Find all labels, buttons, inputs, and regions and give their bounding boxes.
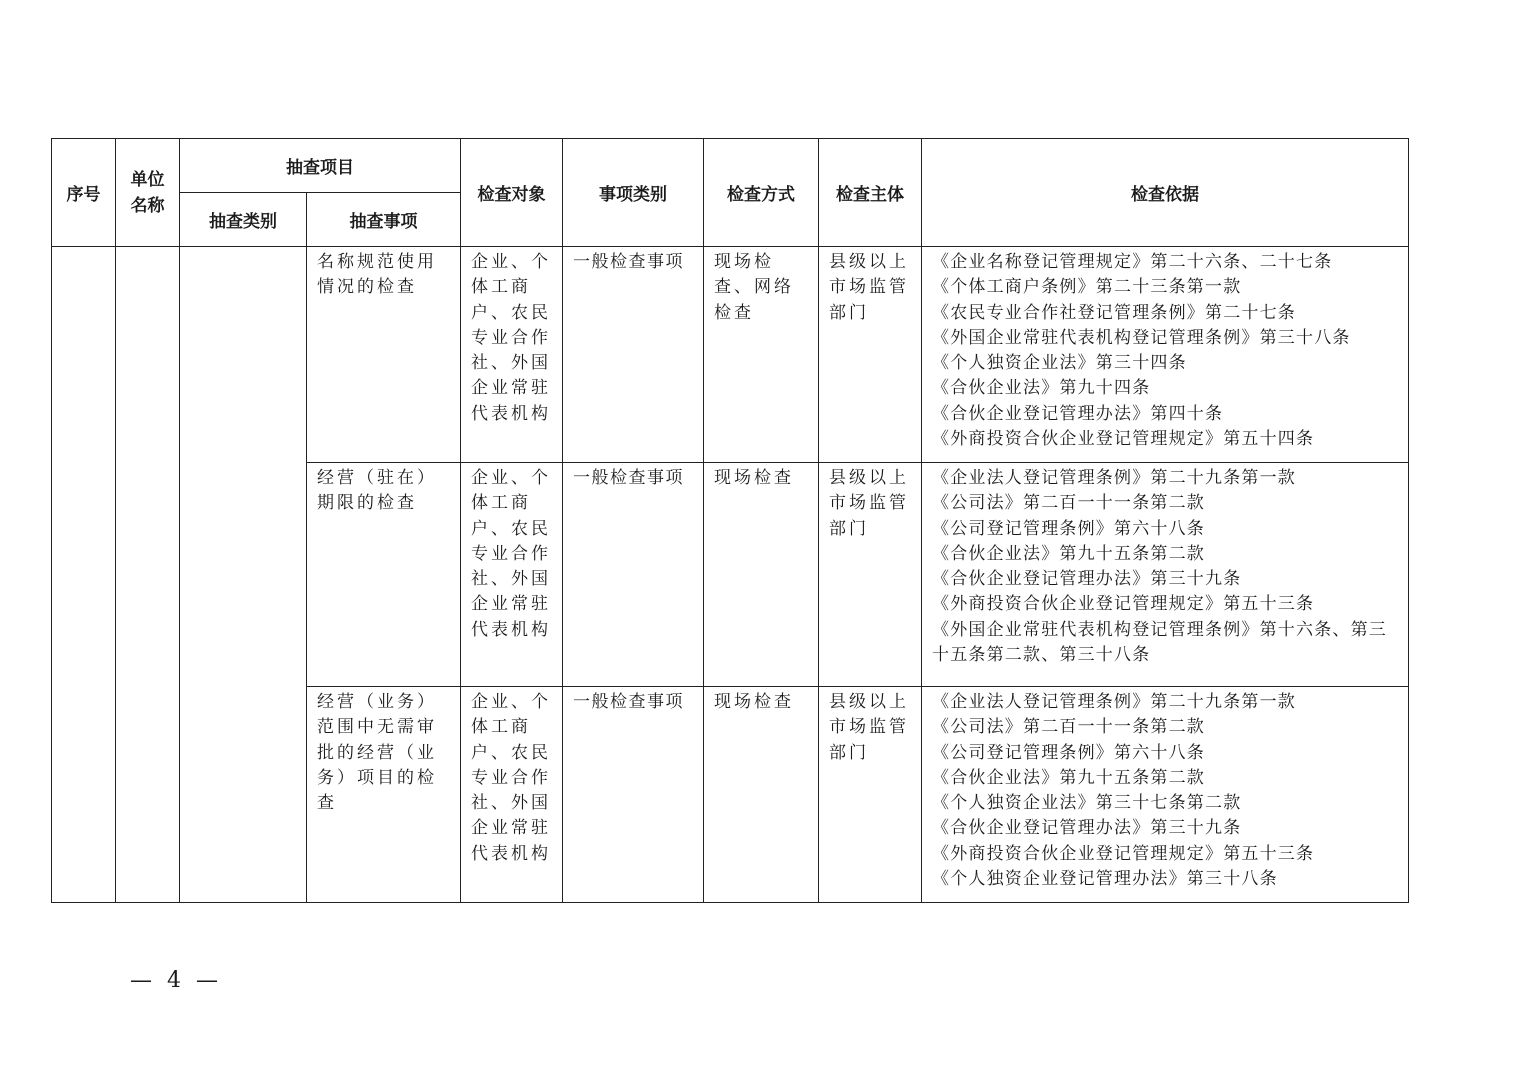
header-spot-check-category: 抽查类别 bbox=[180, 193, 307, 247]
subject-text: 县级以上市场监管部门 bbox=[829, 468, 909, 539]
matter-text: 名称规范使用情况的检查 bbox=[317, 252, 437, 298]
object-cell bbox=[461, 247, 563, 463]
header-inspection-object: 检查对象 bbox=[461, 139, 563, 247]
basis-item: 《公司登记管理条例》第六十八条 bbox=[932, 742, 1205, 763]
matter-text: 经营（驻在）期限的检查 bbox=[317, 468, 437, 514]
subject-cell bbox=[819, 687, 922, 903]
basis-item: 《合伙企业登记管理办法》第四十条 bbox=[932, 403, 1224, 424]
header-inspection-method: 检查方式 bbox=[704, 139, 819, 247]
basis-item: 《企业法人登记管理条例》第二十九条第一款 bbox=[932, 468, 1296, 488]
basis-item: 《个人独资企业法》第三十七条第二款 bbox=[932, 793, 1242, 814]
method-text: 现场检查 bbox=[714, 468, 794, 488]
seq-cell bbox=[52, 247, 116, 903]
method-text: 现场检查、网络检查 bbox=[714, 252, 794, 323]
matter-cell bbox=[307, 247, 461, 463]
basis-item: 《外国企业常驻代表机构登记管理条例》第三十八条 bbox=[932, 327, 1351, 348]
basis-item: 《合伙企业法》第九十四条 bbox=[932, 378, 1151, 399]
basis-item: 《个人独资企业法》第三十四条 bbox=[932, 353, 1187, 374]
object-cell bbox=[461, 687, 563, 903]
basis-cell bbox=[922, 687, 1409, 903]
page-number: — 4 — bbox=[130, 968, 222, 993]
object-text: 企业、个体工商户、农民专业合作社、外国企业常驻代表机构 bbox=[471, 468, 551, 640]
type-cell bbox=[563, 247, 704, 463]
basis-item: 《公司法》第二百一十一条第二款 bbox=[932, 717, 1205, 738]
basis-item: 《企业法人登记管理条例》第二十九条第一款 bbox=[932, 692, 1296, 712]
basis-cell bbox=[922, 247, 1409, 463]
basis-item: 《个体工商户条例》第二十三条第一款 bbox=[932, 277, 1242, 298]
basis-list bbox=[922, 247, 1408, 460]
subject-text: 县级以上市场监管部门 bbox=[829, 692, 909, 763]
method-cell bbox=[704, 247, 819, 463]
header-spot-check-items: 抽查项目 bbox=[180, 139, 461, 193]
method-text: 现场检查 bbox=[714, 692, 794, 712]
basis-item: 《合伙企业法》第九十五条第二款 bbox=[932, 543, 1205, 564]
basis-item: 《外商投资合伙企业登记管理规定》第五十三条 bbox=[932, 594, 1315, 615]
basis-item: 《企业名称登记管理规定》第二十六条、二十七条 bbox=[932, 252, 1333, 272]
object-cell bbox=[461, 463, 563, 687]
basis-item: 《合伙企业法》第九十五条第二款 bbox=[932, 767, 1205, 788]
type-text: 一般检查事项 bbox=[573, 468, 684, 488]
type-text: 一般检查事项 bbox=[573, 692, 684, 712]
object-text: 企业、个体工商户、农民专业合作社、外国企业常驻代表机构 bbox=[471, 692, 551, 864]
basis-item: 《外商投资合伙企业登记管理规定》第五十四条 bbox=[932, 429, 1315, 450]
basis-item: 《合伙企业登记管理办法》第三十九条 bbox=[932, 569, 1242, 590]
basis-item: 《公司法》第二百一十一条第二款 bbox=[932, 493, 1205, 514]
header-seq: 序号 bbox=[52, 139, 116, 247]
method-cell bbox=[704, 687, 819, 903]
basis-item: 《个人独资企业登记管理办法》第三十八条 bbox=[932, 869, 1278, 890]
basis-cell bbox=[922, 463, 1409, 687]
method-cell bbox=[704, 463, 819, 687]
header-matter-type: 事项类别 bbox=[563, 139, 704, 247]
header-unit-text: 单位名称 bbox=[130, 169, 165, 216]
subject-cell bbox=[819, 463, 922, 687]
matter-text: 经营（业务）范围中无需审批的经营（业务）项目的检查 bbox=[317, 692, 437, 814]
table-row bbox=[52, 247, 1409, 463]
basis-item: 《农民专业合作社登记管理条例》第二十七条 bbox=[932, 302, 1296, 323]
type-text: 一般检查事项 bbox=[573, 252, 684, 272]
subject-cell bbox=[819, 247, 922, 463]
basis-item: 《合伙企业登记管理办法》第三十九条 bbox=[932, 818, 1242, 839]
header-spot-check-matter: 抽查事项 bbox=[307, 193, 461, 247]
type-cell bbox=[563, 463, 704, 687]
unit-cell bbox=[116, 247, 180, 903]
header-inspection-subject: 检查主体 bbox=[819, 139, 922, 247]
header-unit bbox=[116, 139, 180, 247]
header-inspection-basis: 检查依据 bbox=[922, 139, 1409, 247]
basis-item: 《外国企业常驻代表机构登记管理条例》第十六条、第三十五条第二款、第三十八条 bbox=[932, 619, 1387, 666]
inspection-table bbox=[51, 138, 1409, 903]
basis-item: 《外商投资合伙企业登记管理规定》第五十三条 bbox=[932, 843, 1315, 864]
basis-item: 《公司登记管理条例》第六十八条 bbox=[932, 518, 1205, 539]
category-cell bbox=[180, 247, 307, 903]
subject-text: 县级以上市场监管部门 bbox=[829, 252, 909, 323]
basis-list bbox=[922, 687, 1408, 900]
object-text: 企业、个体工商户、农民专业合作社、外国企业常驻代表机构 bbox=[471, 252, 551, 424]
basis-list bbox=[922, 463, 1408, 676]
matter-cell bbox=[307, 687, 461, 903]
type-cell bbox=[563, 687, 704, 903]
matter-cell bbox=[307, 463, 461, 687]
